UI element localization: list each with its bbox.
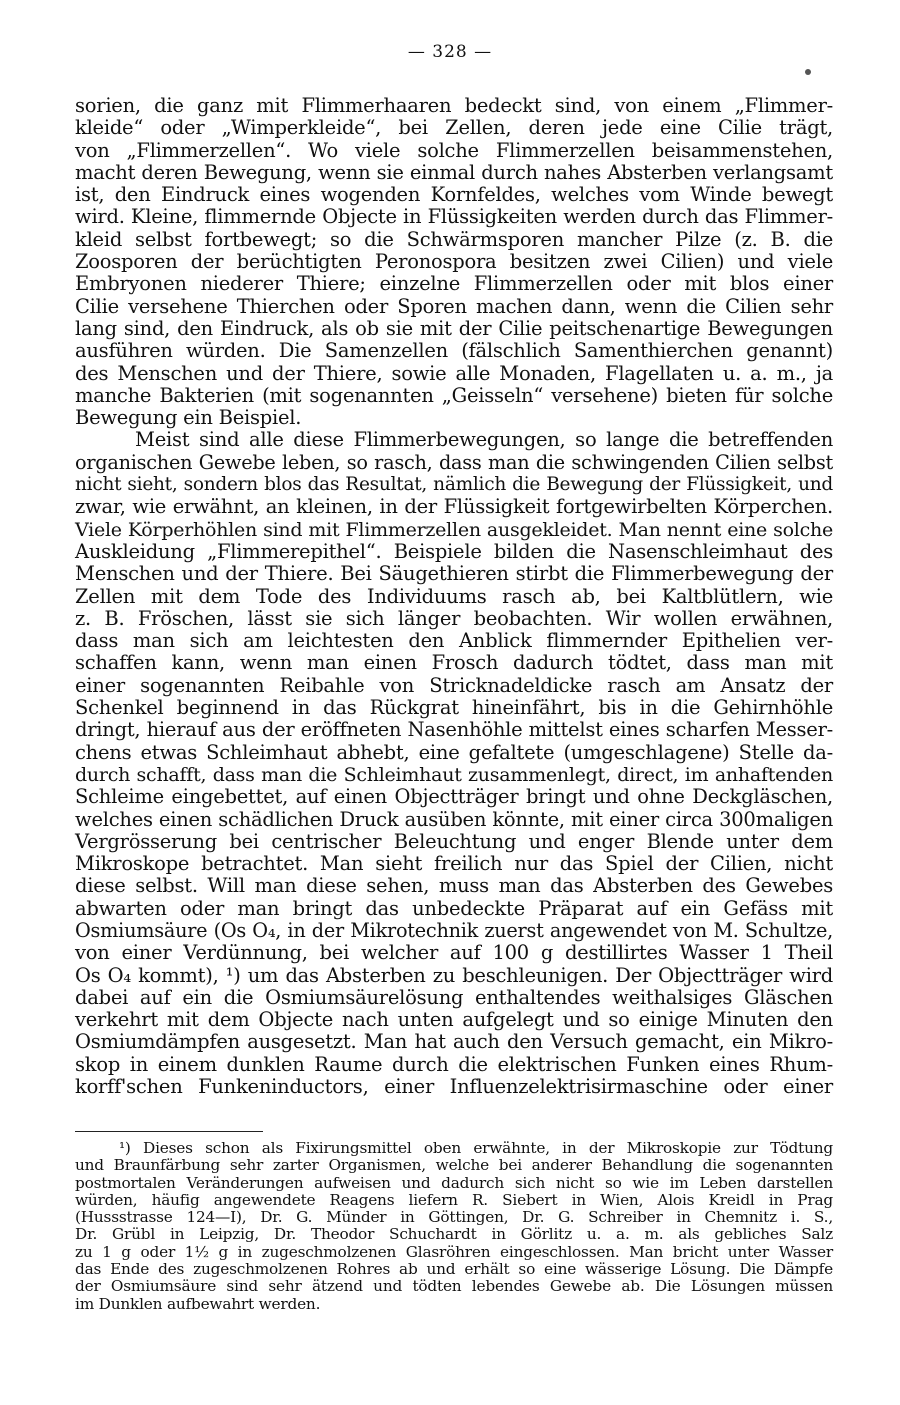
text-line: lang sind, den Eindruck, als ob sie mit der Cilie peitschenartige Bewegungen [75,316,833,340]
text-line: z. B. Fröschen, lässt sie sich länger beobachten. Wir wollen erwähnen, [75,606,833,630]
footnote [75,1140,833,1313]
text-line: wird. Kleine, flimmernde Objecte in Flüssigkeiten werden durch das Flimmer- [75,205,833,229]
text-line: organischen Gewebe leben, so rasch, dass man die schwingenden Cilien selbst [75,450,833,474]
footnote-line: (Hussstrasse 124—I), Dr. G. Münder in Göttingen, Dr. G. Schreiber in Chemnitz i. S., [75,1208,833,1227]
text-line: einer sogenannten Reibahle von Stricknadeldicke rasch am Ansatz der [75,673,833,697]
text-line: Menschen und der Thiere. Bei Säugethieren stirbt die Flimmerbewegung der [75,562,833,586]
footnote-line: zu 1 g oder 1½ g in zugeschmolzenen Glasröhren eingeschlossen. Man bricht unter Wasser [75,1242,833,1261]
footnote-line: Dr. Grübl in Leipzig, Dr. Theodor Schuchardt in Görlitz u. a. m. als gebliches Salz [75,1225,833,1244]
footnote-line: das Ende des zugeschmolzenen Rohres ab und erhält so eine wässerige Lösung. Die Dämpfe [75,1260,833,1279]
text-line: ausführen würden. Die Samenzellen (fälschlich Samenthierchen genannt) [75,339,833,363]
text-line: Osmiumdämpfen ausgesetzt. Man hat auch den Versuch gemacht, ein Mikro- [75,1030,833,1054]
text-line: ist, den Eindruck eines wogenden Kornfeldes, welches vom Winde bewegt [75,183,833,207]
text-line: nicht sieht, sondern blos das Resultat, nämlich die Bewegung der Flüssigkeit, und [75,474,833,496]
text-line: sorien, die ganz mit Flimmerhaaren bedeckt sind, von einem „Flimmer- [75,94,833,117]
text-line: Osmiumsäure (Os O₄, in der Mikrotechnik zuerst angewendet von M. Schultze, [75,918,833,942]
text-line: Schleime eingebettet, auf einen Objectträger bringt und ohne Deckgläschen, [75,785,833,809]
footnote-rule [75,1131,263,1132]
text-line: manche Bakterien (mit sogenannten „Geisseln“ versehene) bieten für solche [75,383,833,407]
text-line: abwarten oder man bringt das unbedeckte Präparat auf ein Gefäss mit [75,896,833,920]
text-line: Mikroskope betrachtet. Man sieht freilich nur das Spiel der Cilien, nicht [75,852,833,876]
text-line: Viele Körperhöhlen sind mit Flimmerzellen ausgekleidet. Man nennt eine solche [75,518,833,541]
footnote-line: ¹) Dieses schon als Fixirungsmittel oben erwähnte, in der Mikroskopie zur Tödtung [119,1139,833,1157]
text-line: durch schafft, dass man die Schleimhaut zusammenlegt, direct, im anhaftenden [75,763,833,786]
text-line: skop in einem dunklen Raume durch die elektrischen Funken eines Rhum- [75,1052,833,1076]
footnote-line: postmortalen Veränderungen aufweisen und dadurch sich nicht so wie im Leben darstellen [75,1173,833,1192]
text-line: Embryonen niederer Thiere; einzelne Flimmerzellen oder mit blos einer [75,272,833,296]
text-line: Bewegung ein Beispiel. [75,406,302,430]
text-line: chens etwas Schleimhaut abhebt, eine gefaltete (umgeschlagene) Stelle da- [75,740,833,764]
paragraph-start-line: Meist sind alle diese Flimmerbewegungen, so lange die betreffenden [135,428,833,452]
text-line: kleide“ oder „Wimperkleide“, bei Zellen, deren jede eine Cilie trägt, [75,116,833,140]
text-line: kleid selbst fortbewegt; so die Schwärmsporen mancher Pilze (z. B. die [75,227,833,251]
page-number: — 328 — [407,42,493,62]
main-text [75,95,833,1098]
footnote-line: der Osmiumsäure sind sehr ätzend und tödten lebendes Gewebe ab. Die Lösungen müssen [75,1277,833,1296]
text-line: macht deren Bewegung, wenn sie einmal durch nahes Absterben verlangsamt [75,160,833,184]
text-line: welches einen schädlichen Druck ausüben könnte, mit einer circa 300maligen [75,807,833,831]
text-line: Auskleidung „Flimmerepithel“. Beispiele bilden die Nasenschleimhaut des [75,539,833,563]
text-line: korff'schen Funkeninductors, einer Influenzelektrisirmaschine oder einer [75,1075,833,1099]
text-line: diese selbst. Will man diese sehen, muss man das Absterben des Gewebes [75,874,833,898]
text-line: von einer Verdünnung, bei welcher auf 100 g destillirtes Wasser 1 Theil [75,941,833,965]
text-line: Zoosporen der berüchtigten Peronospora besitzen zwei Cilien) und viele [75,250,833,274]
text-line: von „Flimmerzellen“. Wo viele solche Flimmerzellen beisammenstehen, [75,138,833,162]
footnote-line: im Dunklen aufbewahrt werden. [75,1294,321,1313]
ink-dot [805,69,811,75]
text-line: Schenkel beginnend in das Rückgrat hineinfährt, bis in die Gehirnhöhle [75,696,833,720]
text-line: schaffen kann, wenn man einen Frosch dadurch tödtet, dass man mit [75,651,833,675]
footnote-line: würden, häufig angewendete Reagens liefern R. Siebert in Wien, Alois Kreidl in Prag [75,1190,833,1209]
text-line: dass man sich am leichtesten den Anblick flimmernder Epithelien ver- [75,629,833,653]
text-line: zwar, wie erwähnt, an kleinen, in der Flüssigkeit fortgewirbelten Körperchen. [75,495,833,519]
text-line: Vergrösserung bei centrischer Beleuchtung und enger Blende unter dem [75,829,833,853]
text-line: verkehrt mit dem Objecte nach unten aufgelegt und so einige Minuten den [75,1008,833,1032]
text-line: Cilie versehene Thierchen oder Sporen machen dann, wenn die Cilien sehr [75,294,833,318]
text-line: dabei auf ein die Osmiumsäurelösung enthaltendes weithalsiges Gläschen [75,985,833,1009]
footnote-line: und Braunfärbung sehr zarter Organismen, welche bei anderer Behandlung die sogenannten [75,1156,833,1175]
text-line: Os O₄ kommt), ¹) um das Absterben zu beschleunigen. Der Objectträger wird [75,963,833,987]
text-line: Zellen mit dem Tode des Individuums rasch ab, bei Kaltblütlern, wie [75,584,833,608]
text-line: des Menschen und der Thiere, sowie alle Monaden, Flagellaten u. a. m., ja [75,361,833,385]
text-line: dringt, hierauf aus der eröffneten Nasenhöhle mittelst eines scharfen Messer- [75,718,833,742]
